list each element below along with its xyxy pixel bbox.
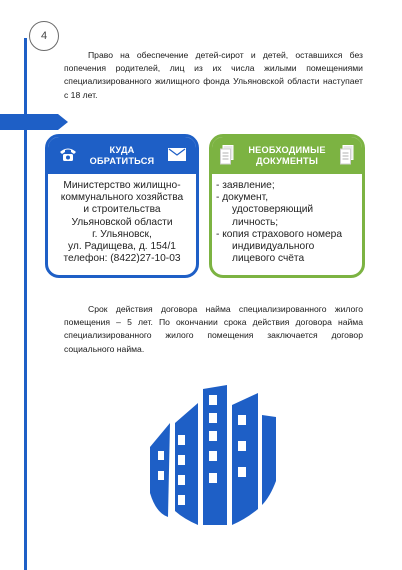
section-arrow-banner: [0, 114, 68, 130]
document-item-continuation: личность;: [232, 216, 279, 228]
intro-paragraph: Право на обеспечение детей-сирот и детей, оставшихся без попечения родителей, лиц из их числа жилыми помещениями специализированного жилищного фонда Ульяновской области наступает с 18 лет.: [64, 50, 363, 100]
contact-card-header: [48, 137, 196, 174]
documents-icon: [220, 145, 234, 165]
contact-card-title: [90, 145, 155, 167]
document-item: - документ,: [216, 192, 269, 204]
contact-line: ул. Радищева, д. 154/1: [68, 241, 176, 253]
phone-icon: [58, 146, 78, 162]
documents-card-body: [212, 174, 362, 265]
contract-paragraph: Срок действия договора найма специализированного жилого помещения – 5 лет. По окончании срока действия договора найма специализированного жилого помещения заключается договор социального найма.: [64, 304, 363, 354]
documents-card-title-line1: НЕОБХОДИМЫЕ: [248, 144, 326, 155]
contact-card: [45, 134, 199, 278]
document-item: - заявление;: [216, 180, 275, 191]
buildings-logo-icon: [148, 385, 278, 525]
document-item-continuation: лицевого счёта: [232, 253, 305, 265]
contact-line: Ульяновской области: [71, 216, 173, 228]
documents-card-header: [212, 137, 362, 174]
documents-card: [209, 134, 365, 278]
document-item-continuation: индивидуального: [232, 241, 315, 253]
contact-line: коммунального хозяйства: [60, 192, 184, 204]
contact-card-title-line2: ОБРАТИТЬСЯ: [89, 155, 155, 166]
document-item: - копия страхового номера: [216, 228, 342, 240]
contact-phone: телефон: (8422)27-10-03: [63, 253, 181, 265]
documents-icon: [340, 145, 354, 165]
page-number-badge: 4: [29, 21, 59, 51]
contact-card-body: [48, 174, 196, 265]
contact-card-title-line1: КУДА: [109, 144, 135, 155]
documents-card-title: [248, 145, 325, 167]
contact-line: г. Ульяновск,: [92, 228, 152, 240]
document-item-continuation: удостоверяющий: [232, 204, 314, 216]
contact-line: и строительства: [83, 204, 161, 216]
documents-card-title-line2: ДОКУМЕНТЫ: [255, 155, 319, 166]
envelope-icon: [168, 148, 186, 161]
contact-line: Министерство жилищно-: [63, 180, 181, 191]
